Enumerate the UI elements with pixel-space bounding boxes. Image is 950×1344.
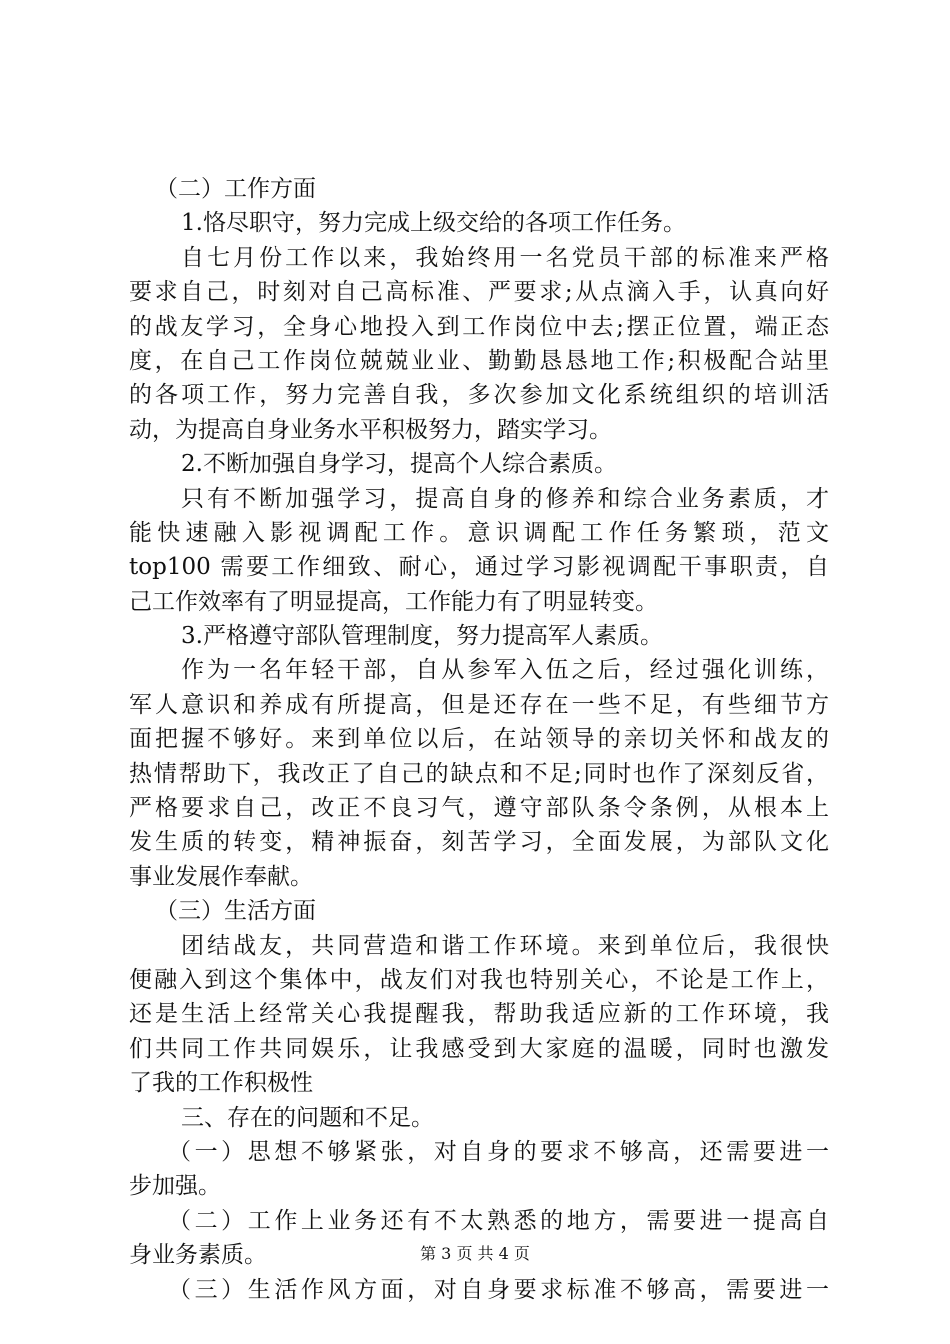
text-line: （二）工作方面 (155, 176, 316, 202)
text-line: 事业发展作奉献。 (129, 863, 313, 890)
text-line: 身业务素质。 (129, 1242, 267, 1269)
text-line: 们共同工作共同娱乐，让我感受到大家庭的温暖，同时也激发 (129, 1035, 829, 1062)
text-line: 还是生活上经常关心我提醒我，帮助我适应新的工作环境，我 (129, 1001, 829, 1028)
text-line: 只有不断加强学习，提高自身的修养和综合业务素质，才 (181, 485, 829, 512)
text-line: 军人意识和养成有所提高，但是还存在一些不足，有些细节方 (129, 691, 829, 718)
document-body (129, 172, 829, 1307)
text-line: 能快速融入影视调配工作。意识调配工作任务繁琐，范文 (129, 519, 829, 546)
text-line: 3.严格遵守部队管理制度，努力提高军人素质。 (181, 623, 663, 650)
text-line: 团结战友，共同营造和谐工作环境。来到单位后，我很快 (181, 932, 829, 959)
text-line: 动，为提高自身业务水平积极努力，踏实学习。 (129, 416, 612, 443)
text-line: 严格要求自己，改正不良习气，遵守部队条令条例，从根本上 (129, 795, 829, 822)
text-line: top100 需要工作细致、耐心，通过学习影视调配干事职责，自 (129, 554, 829, 581)
text-line: 度，在自己工作岗位兢兢业业、勤勤恳恳地工作;积极配合站里 (129, 347, 829, 374)
text-line: 便融入到这个集体中，战友们对我也特别关心，不论是工作上， (129, 966, 829, 993)
text-line: 步加强。 (129, 1173, 221, 1200)
text-line: 热情帮助下，我改正了自己的缺点和不足;同时也作了深刻反省， (129, 760, 829, 787)
text-line: 三、存在的问题和不足。 (181, 1104, 434, 1131)
page-footer: 第 3 页 共 4 页 (420, 1244, 530, 1263)
text-line: 要求自己，时刻对自己高标准、严要求;从点滴入手，认真向好 (129, 279, 829, 306)
text-line: 的战友学习，全身心地投入到工作岗位中去;摆正位置，端正态 (129, 313, 829, 340)
text-line: 发生质的转变，精神振奋，刻苦学习，全面发展，为部队文化 (129, 829, 829, 856)
text-line: 的各项工作，努力完善自我，多次参加文化系统组织的培训活 (129, 382, 829, 409)
text-line: 了我的工作积极性 (129, 1070, 313, 1097)
text-line: （三）生活作风方面，对自身要求标准不够高，需要进一 (168, 1276, 829, 1303)
text-line: 己工作效率有了明显提高，工作能力有了明显转变。 (129, 588, 658, 615)
text-line: 面把握不够好。来到单位以后，在站领导的亲切关怀和战友的 (129, 726, 829, 753)
text-line: 1.恪尽职守，努力完成上级交给的各项工作任务。 (181, 210, 686, 237)
text-line: 作为一名年轻干部，自从参军入伍之后，经过强化训练， (181, 657, 829, 684)
text-line: （一）思想不够紧张，对自身的要求不够高，还需要进一 (168, 1138, 829, 1165)
text-line: 自七月份工作以来，我始终用一名党员干部的标准来严格 (181, 244, 829, 271)
text-line: （二）工作上业务还有不太熟悉的地方，需要进一提高自 (168, 1207, 829, 1234)
text-line: （三）生活方面 (155, 898, 316, 925)
text-line: 2.不断加强自身学习，提高个人综合素质。 (181, 451, 617, 478)
